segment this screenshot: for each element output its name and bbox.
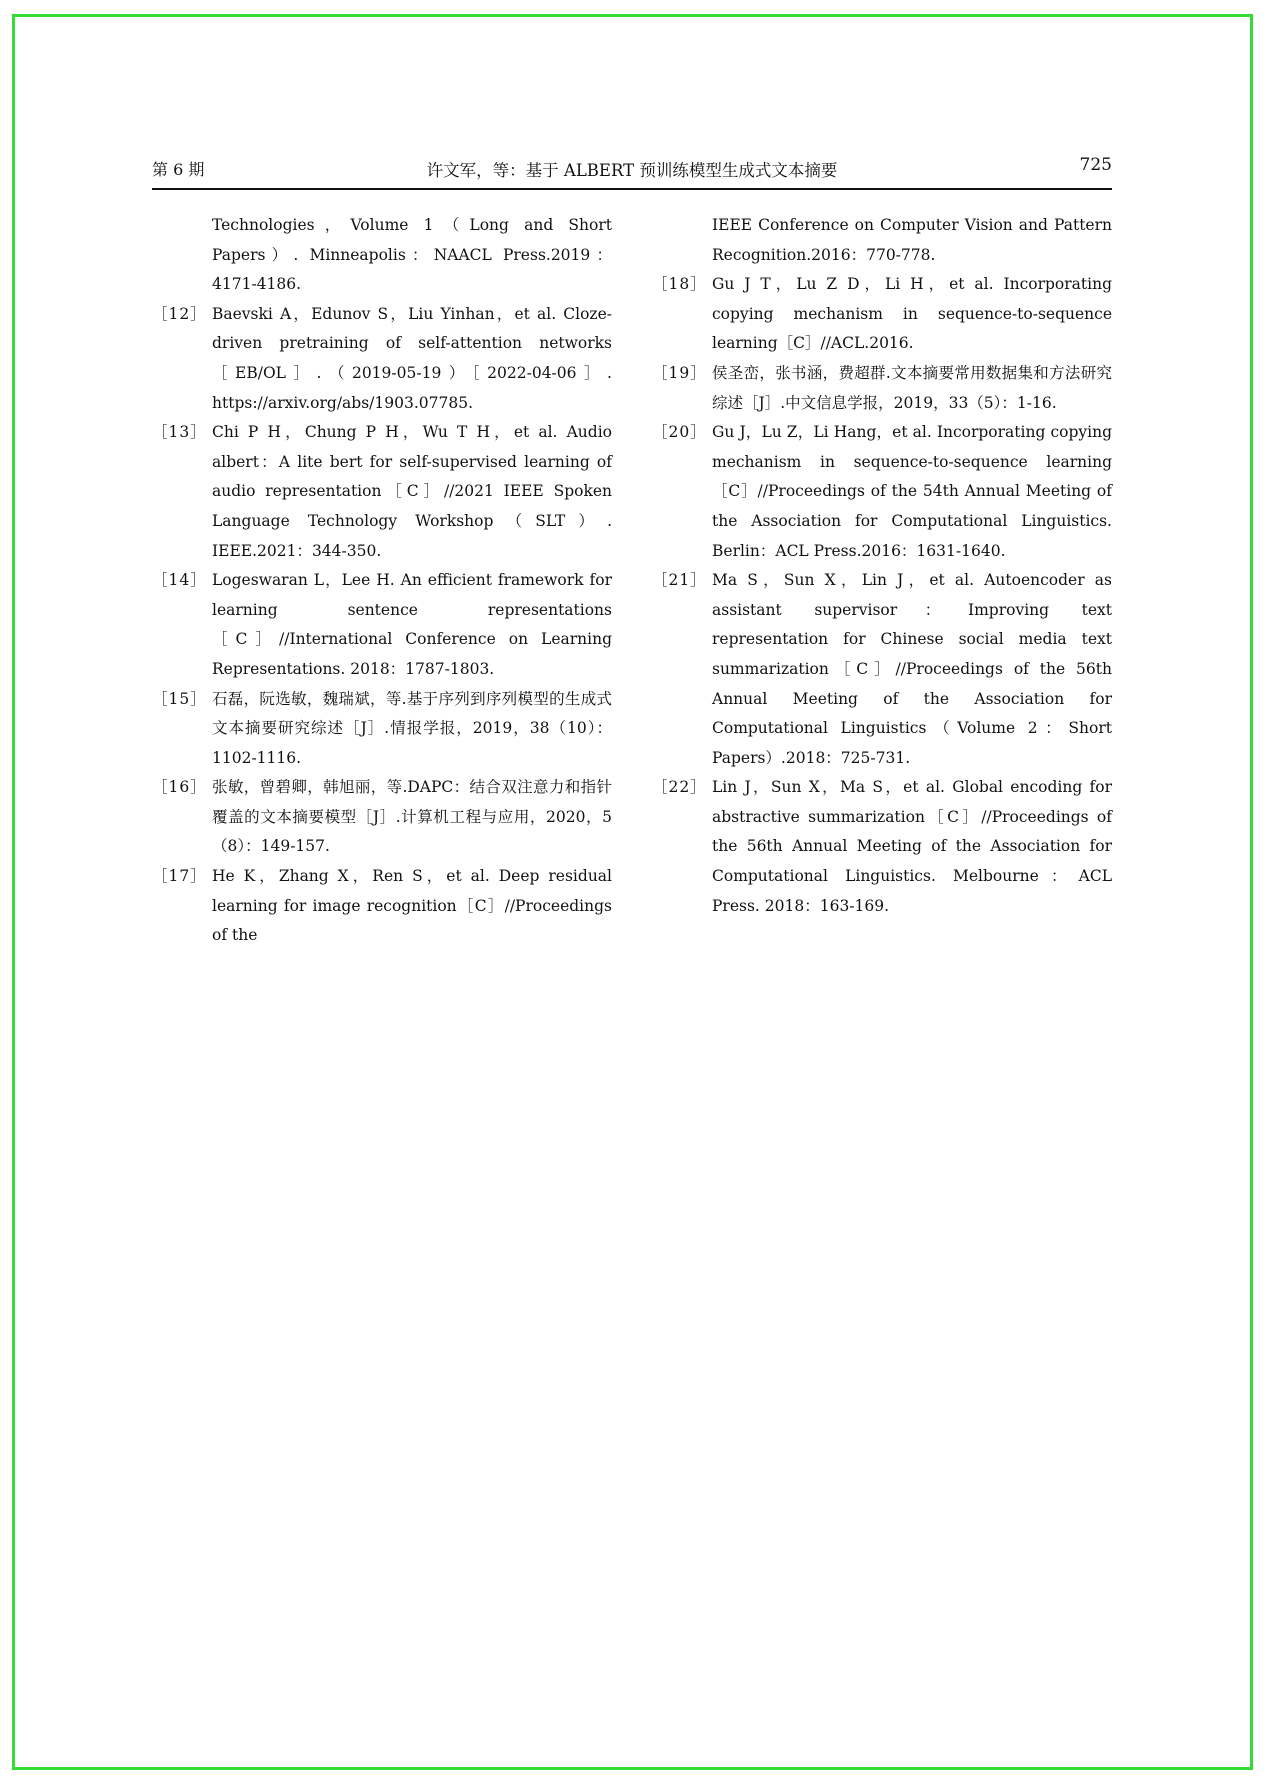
running-header: [152, 154, 1112, 190]
reference-text: He K，Zhang X，Ren S，et al. Deep residual learning for image recognition［C］//Proceedings of the: [212, 867, 612, 945]
reference-number: ［16］: [152, 778, 207, 797]
reference-text: 侯圣峦，张书涵，费超群.文本摘要常用数据集和方法研究综述［J］.中文信息学报，2019，33（5）：1-16.: [712, 363, 1112, 412]
reference-text: Ma S，Sun X，Lin J，et al. Autoencoder as assistant supervisor：Improving text representation for Chinese social media text summarization［C］//Proceedings of the 56th Annual Meeting of the Association for Computational Linguistics（Volume 2：Short Papers）.2018：725-731.: [712, 571, 1112, 767]
reference-number: ［13］: [152, 423, 207, 442]
issue-number: 第 6 期: [152, 160, 205, 179]
reference-text: Baevski A，Edunov S，Liu Yinhan，et al. Cloze-driven pretraining of self-attention networks［EB/OL］.（2019-05-19）［2022-04-06］. https://arxiv.org/abs/1903.07785.: [212, 304, 612, 412]
reference-item: [152, 418, 612, 566]
reference-text: Gu J，Lu Z，Li Hang，et al. Incorporating copying mechanism in sequence-to-sequence learning［C］//Proceedings of the 54th Annual Meeting of the Association for Computational Linguistics. Berlin：ACL Press.2016：1631-1640.: [712, 423, 1112, 560]
reference-item: [652, 773, 1112, 921]
reference-item: [152, 300, 612, 418]
reference-text: Lin J，Sun X，Ma S，et al. Global encoding for abstractive summarization［C］//Proceedings of the 56th Annual Meeting of the Association for Computational Linguistics. Melbourne：ACL Press. 2018：163-169.: [712, 778, 1112, 915]
reference-item: [652, 566, 1112, 773]
reference-number: ［20］: [652, 423, 707, 442]
reference-item: [652, 359, 1112, 418]
right-column: [652, 211, 1112, 921]
reference-number: ［15］: [152, 689, 207, 708]
reference-item: [152, 773, 612, 862]
reference-text: Chi P H，Chung P H，Wu T H，et al. Audio albert：A lite bert for self-supervised learning of audio representation［C］//2021 IEEE Spoken Language Technology Workshop（SLT）. IEEE.2021：344-350.: [212, 423, 612, 560]
reference-number: ［17］: [152, 867, 207, 886]
reference-continuation: Technologies，Volume 1（Long and Short Papers）. Minneapolis：NAACL Press.2019：4171-4186.: [212, 216, 612, 294]
reference-text: Gu J T，Lu Z D，Li H，et al. Incorporating copying mechanism in sequence-to-sequence learning［C］//ACL.2016.: [712, 275, 1112, 353]
reference-number: ［19］: [652, 363, 707, 382]
reference-number: ［22］: [652, 778, 707, 797]
left-column: [152, 211, 612, 951]
reference-number: ［18］: [652, 275, 707, 294]
reference-item: [652, 418, 1112, 566]
reference-item: [152, 566, 612, 684]
reference-text: Logeswaran L，Lee H. An efficient framework for learning sentence representations［C］//International Conference on Learning Representations. 2018：1787-1803.: [212, 571, 612, 678]
reference-number: ［14］: [152, 571, 207, 590]
reference-text: 张敏，曾碧卿，韩旭丽，等.DAPC：结合双注意力和指针覆盖的文本摘要模型［J］.计算机工程与应用，2020，5（8）：149-157.: [212, 778, 612, 856]
reference-item: [652, 270, 1112, 359]
page-number: 725: [1079, 155, 1112, 175]
reference-text: 石磊，阮选敏，魏瑞斌，等.基于序列到序列模型的生成式文本摘要研究综述［J］.情报学报，2019，38（10）：1102-1116.: [212, 689, 612, 767]
reference-item: [152, 685, 612, 774]
reference-number: ［12］: [152, 304, 207, 323]
running-title: 许文军，等：基于 ALBERT 预训练模型生成式文本摘要: [426, 161, 838, 180]
reference-number: ［21］: [652, 571, 707, 590]
reference-item: [152, 862, 612, 951]
reference-continuation: IEEE Conference on Computer Vision and Pattern Recognition.2016：770-778.: [712, 216, 1112, 264]
